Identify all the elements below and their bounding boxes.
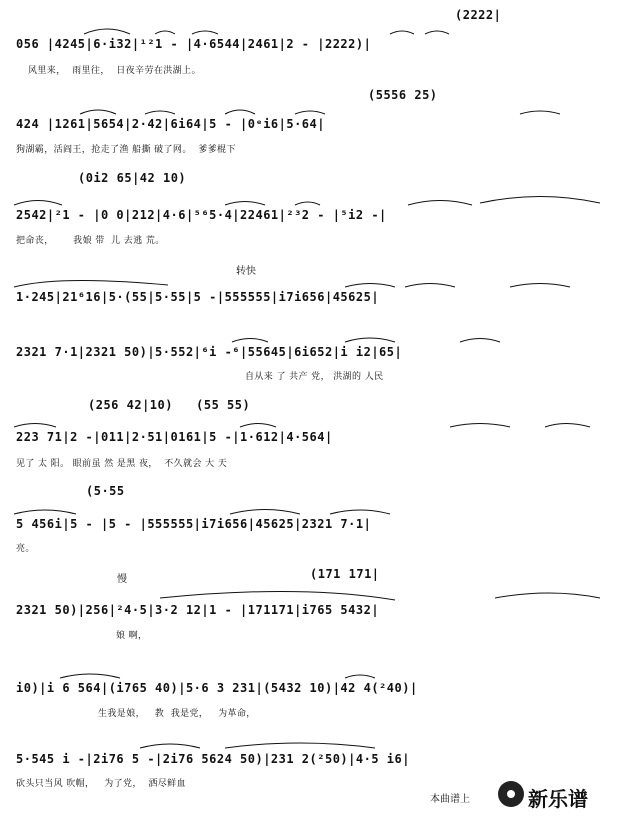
interlude-notes: (0i2 65|42 10) <box>78 171 187 185</box>
lyric-line: 狗湖霸，活阎王，抢走了渔 船撕 破了网。 爹爹棍下 <box>16 145 236 155</box>
interlude-notes: (171 171| <box>310 567 380 581</box>
notation-line: 5 456i|5 - |5 - |555555|i7i656|45625|2321 7·1| <box>16 517 372 531</box>
lyric-line: 把命丧， 我娘 带 儿 去逃 荒。 <box>16 236 165 246</box>
lyric-line: 自从来 了 共产 党， 洪湖的 人民 <box>245 372 384 382</box>
lyric-line: 风里来， 雨里往， 日夜辛劳在洪湖上。 <box>28 66 201 76</box>
notation-line: i0)|i 6 564|(i765 40)|5·6 3 231|(5432 10)|42 4(²40)| <box>16 681 418 695</box>
record-disc-icon <box>498 781 524 807</box>
interlude-notes: (5·55 <box>86 484 125 498</box>
brand-logo: 新乐谱 <box>528 787 588 811</box>
lyric-line: 见了 太 阳。 眼前虽 然 是黑 夜， 不久就会 大 天 <box>16 459 228 469</box>
notation-line: 2542|²1 - |0 0|212|4·6|⁵⁶5·4|22461|²³2 - |⁵i2 -| <box>16 208 387 222</box>
notation-line: 2321 7·1|2321 50)|5·552|⁶i -⁶|55645|6i652|i i2|65| <box>16 345 403 359</box>
notation-line: 424 |1261|5654|2·42|6i64|5 - |0ᵉi6|5·64| <box>16 117 325 131</box>
lyric-line: 亮。 <box>16 544 35 554</box>
lyric-line: 生我是娘， 教 我是党， 为革命， <box>98 709 256 719</box>
lyric-line: 砍头只当风 吹帽， 为了党， 洒尽鲜血 <box>16 779 186 789</box>
lyric-line: 娘 啊， <box>116 631 148 641</box>
interlude-notes: (2222| <box>455 8 502 22</box>
tempo-marking: 慢 <box>117 574 127 585</box>
source-credit: 本曲谱上 <box>430 794 470 805</box>
notation-line: 1·245|21⁶16|5·(55|5·55|5 -|555555|i7i656|45625| <box>16 290 380 304</box>
notation-line: 5·545 i -|2i76 5 -|2i76 5624 50)|231 2(²50)|4·5 i6| <box>16 752 410 766</box>
notation-line: 223 71|2 -|011|2·51|0161|5 -|1·612|4·564| <box>16 430 333 444</box>
notation-line: 2321 50)|256|²4·5|3·2 12|1 - |171171|i765 5432| <box>16 603 380 617</box>
interlude-notes: (256 42|10) (55 55) <box>88 398 251 412</box>
interlude-notes: (5556 25) <box>368 88 438 102</box>
notation-line: 056 |4245|6·i32|¹²1 - |4·6544|2461|2 - |2222)| <box>16 37 372 51</box>
tempo-marking: 转快 <box>236 266 256 277</box>
